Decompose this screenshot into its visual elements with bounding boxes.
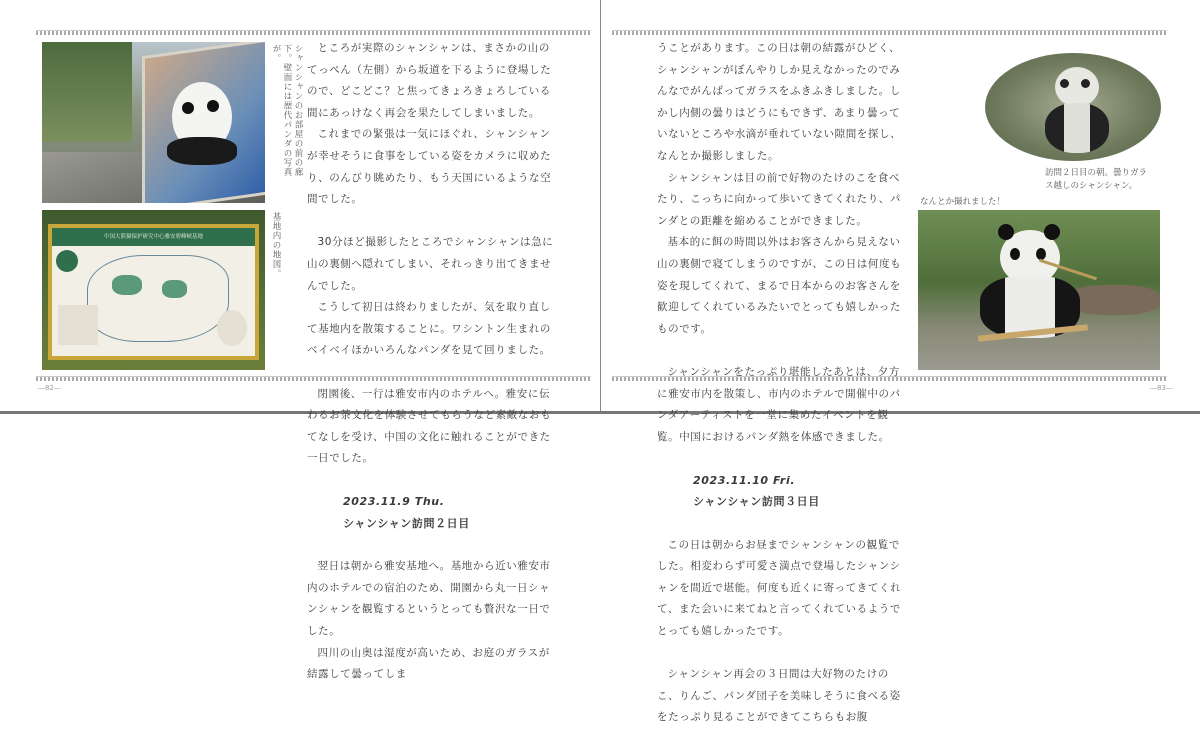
paragraph: 30分ほど撮影したところでシャンシャンは急に山の裏側へ隠れてしまい、それっきり出てきませんでした。 [307,236,554,292]
page-number-left: —82— [38,384,61,392]
day3-heading: シャンシャン訪問３日目 [693,495,820,509]
paragraph: シャンシャン再会の３日間は大好物のたけのこ、りんご、パンダ団子を美味しそうに食べる姿をたっぷり見ることができてこちらもお腹 [657,668,901,724]
paragraph: シャンシャンは目の前で好物のたけのこを食べたり、こっちに向かって歩いてきてくれたり、パンダとの距離を縮めることができました。 [657,171,901,227]
day3-date: 2023.11.10 Fri. [693,473,796,487]
photo-corridor-panda [42,42,265,203]
paragraph: 翌日は朝から雅安基地へ。基地から近い雅安市内のホテルでの宿泊のため、開園から丸一日シャンシャンを観覧するというとっても贅沢な一日でした。 [307,560,551,638]
paragraph: 閉園後、一行は雅安市内のホテルへ。雅安に伝わるお茶文化を体験させてもらうなど素敵なおもてなしを受け、中国の文化に触れることができた一日でした。 [307,387,552,465]
day2-heading: シャンシャン訪問２日目 [343,517,470,531]
day2-date: 2023.11.9 Thu. [343,495,445,509]
photo-base-map [42,210,265,370]
photo-panda-bamboo [918,210,1160,370]
photo-oval-panda-glass [985,53,1161,161]
right-body-text [657,38,909,729]
caption-bamboo-photo: なんとか撮れました！ [920,197,1006,207]
caption-oval-photo: 訪問２日目の朝。曇りガラス越しのシャンシャン。 [1045,168,1148,191]
map-sign-title: 中国大熊猫保护研究中心雅安碧峰峡基地 [52,228,255,246]
paragraph: 基本的に餌の時間以外はお客さんから見えない山の裏側で寝てしまうのですが、この日は何度も姿を現してくれて、まるで日本からのお客さんを歓迎してくれているみたいでとっても嬉しかったものです。 [657,236,902,335]
paragraph: この日は朝からお昼までシャンシャンの観覧でした。相変わらず可愛さ満点で登場したシャンシャンを間近で堪能。何度も近くに寄ってきてくれて、また会いに来てねと言ってくれているようでとっても嬉しかったです。 [657,538,902,638]
paragraph: シャンシャンをたっぷり堪能したあとは、夕方に雅安市内を散策し、市内のホテルで開催中のパンダアーティストを一堂に集めたイベントを観覧。中国におけるパンダ熱を体感できました。 [657,365,901,443]
top-border-right [612,30,1167,35]
page-number-right: —83— [1150,384,1173,392]
caption-corridor: シャンシャンのお部屋の前の廊下。壁面には歴代パンダの写真が。 [271,44,303,177]
paragraph: これまでの緊張は一気にほぐれ、シャンシャンが幸せそうに食事をしている姿をカメラに収めたり、のんびり眺めたり、もう天国にいるような空間でした。 [307,128,552,206]
paragraph: ところが実際のシャンシャンは、まさかの山のてっぺん（左側）から坂道を下るように登場したので、どこどこ？と焦ってきょろきょろしている間にあっけなく再会を果たしてしまいました。 [307,42,552,119]
caption-map: 基地内の地図。 [271,212,281,279]
paragraph: 四川の山奥は湿度が高いため、お庭のガラスが結露して曇ってしま [307,646,550,681]
paragraph: うことがあります。この日は朝の結露がひどく、シャンシャンがぼんやりしか見えなかったのでみんなでがんばってガラスをふきふきしました。しかし内側の曇りはどうにもできず、あまり曇っていないところや水滴が垂れていない隙間を探し、なんとか撮影しました。 [657,42,902,162]
left-body-text [307,38,559,686]
paragraph: こうして初日は終わりましたが、気を取り直して基地内を散策することに。ワシントン生まれのベイベイほかいろんなパンダを見て回りました。 [307,301,551,357]
book-spine [600,0,601,414]
top-border-left [36,30,591,35]
